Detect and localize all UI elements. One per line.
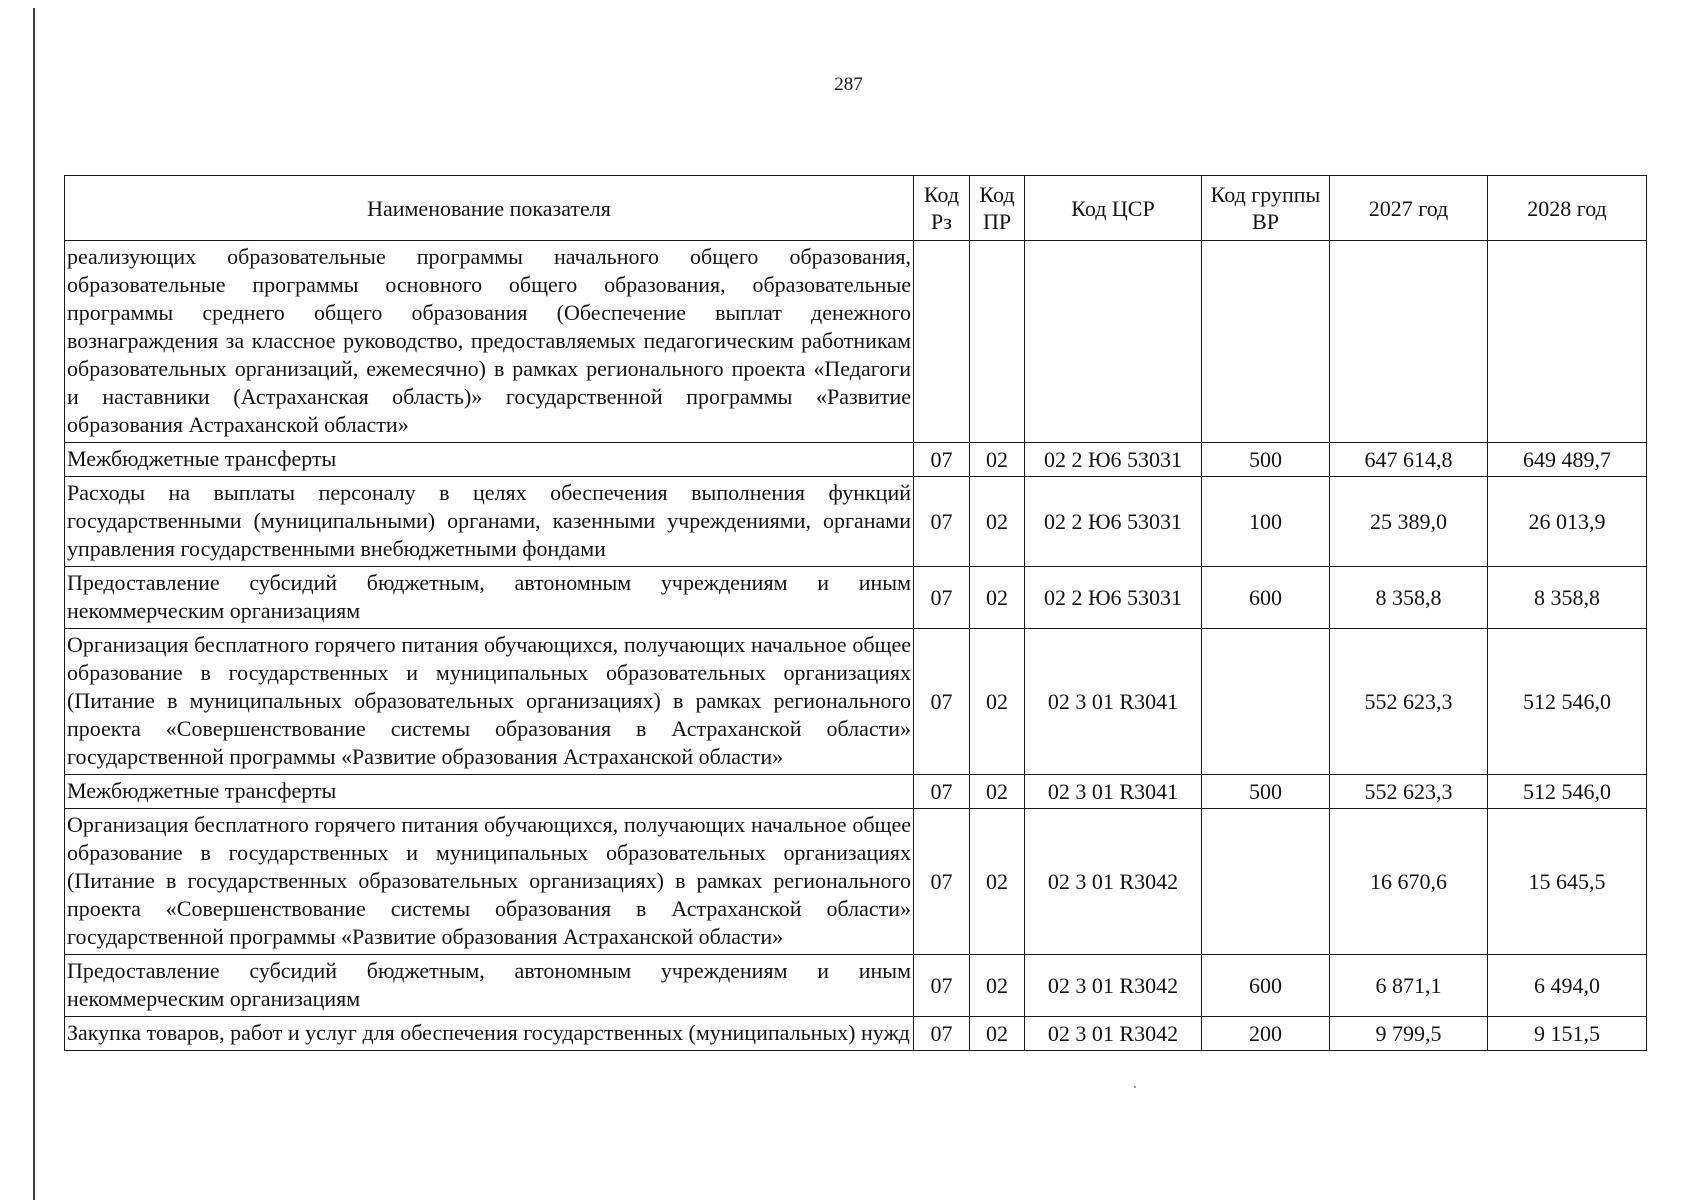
row-2028-cell: 8 358,8: [1488, 567, 1647, 629]
row-vr-cell: 500: [1202, 443, 1330, 477]
table-row: [65, 567, 1647, 629]
row-name-cell: Организация бесплатного горячего питания обучающихся, получающих начальное общее образование в государственных и муниципальных образовательных организациях (Питание в муниципальных образовательных организациях) в рамках регионального проекта «Совершенствование системы образования в Астраханской области» государственной программы «Развитие образования Астраханской области»: [65, 629, 914, 775]
row-pr-cell: 02: [970, 775, 1025, 809]
row-2028-cell: 9 151,5: [1488, 1017, 1647, 1051]
row-2027-cell: 6 871,1: [1330, 955, 1488, 1017]
row-rz-cell: 07: [914, 567, 970, 629]
row-pr-cell: [970, 241, 1025, 443]
row-csr-cell: [1025, 241, 1202, 443]
row-2027-cell: 552 623,3: [1330, 629, 1488, 775]
row-rz-cell: 07: [914, 443, 970, 477]
row-pr-cell: 02: [970, 809, 1025, 955]
row-name-cell: Предоставление субсидий бюджетным, автономным учреждениям и иным некоммерческим организациям: [65, 955, 914, 1017]
row-pr-cell: 02: [970, 477, 1025, 567]
row-pr-cell: 02: [970, 629, 1025, 775]
row-pr-cell: 02: [970, 443, 1025, 477]
row-name-cell: Организация бесплатного горячего питания обучающихся, получающих начальное общее образование в государственных и муниципальных образовательных организациях (Питание в государственных образовательных организациях) в рамках регионального проекта «Совершенствование системы образования в Астраханской области» государственной программы «Развитие образования Астраханской области»: [65, 809, 914, 955]
table-row: [65, 241, 1647, 443]
row-2028-cell: 26 013,9: [1488, 477, 1647, 567]
row-vr-cell: 500: [1202, 775, 1330, 809]
row-2028-cell: 512 546,0: [1488, 775, 1647, 809]
table-row: [65, 1017, 1647, 1051]
row-vr-cell: 600: [1202, 567, 1330, 629]
row-pr-cell: 02: [970, 955, 1025, 1017]
row-2028-cell: 649 489,7: [1488, 443, 1647, 477]
row-2027-cell: 552 623,3: [1330, 775, 1488, 809]
row-vr-cell: 200: [1202, 1017, 1330, 1051]
row-vr-cell: 100: [1202, 477, 1330, 567]
row-2027-cell: 8 358,8: [1330, 567, 1488, 629]
header-name: Наименование показателя: [65, 176, 914, 241]
row-pr-cell: 02: [970, 1017, 1025, 1051]
row-name-cell: Закупка товаров, работ и услуг для обеспечения государственных (муниципальных) нужд: [65, 1017, 914, 1051]
row-csr-cell: 02 3 01 R3041: [1025, 629, 1202, 775]
row-pr-cell: 02: [970, 567, 1025, 629]
binding-edge-line: [33, 8, 35, 1200]
table-row: [65, 775, 1647, 809]
scan-speck: [1134, 1086, 1136, 1088]
row-rz-cell: 07: [914, 955, 970, 1017]
header-2027: 2027 год: [1330, 176, 1488, 241]
row-csr-cell: 02 2 Ю6 53031: [1025, 443, 1202, 477]
row-csr-cell: 02 3 01 R3042: [1025, 955, 1202, 1017]
row-vr-cell: [1202, 629, 1330, 775]
row-2027-cell: 9 799,5: [1330, 1017, 1488, 1051]
row-rz-cell: 07: [914, 477, 970, 567]
header-pr: Код ПР: [970, 176, 1025, 241]
header-2028: 2028 год: [1488, 176, 1647, 241]
table-row: [65, 809, 1647, 955]
row-2027-cell: 16 670,6: [1330, 809, 1488, 955]
table-row: [65, 443, 1647, 477]
row-rz-cell: 07: [914, 1017, 970, 1051]
row-2028-cell: 512 546,0: [1488, 629, 1647, 775]
row-csr-cell: 02 2 Ю6 53031: [1025, 477, 1202, 567]
row-vr-cell: [1202, 241, 1330, 443]
row-csr-cell: 02 3 01 R3041: [1025, 775, 1202, 809]
row-2027-cell: 647 614,8: [1330, 443, 1488, 477]
row-csr-cell: 02 3 01 R3042: [1025, 1017, 1202, 1051]
budget-table: [64, 175, 1647, 1051]
row-name-cell: реализующих образовательные программы начального общего образования, образовательные программы основного общего образования, образовательные программы среднего общего образования (Обеспечение выплат денежного вознаграждения за классное руководство, предоставляемых педагогическим работникам образовательных организаций, ежемесячно) в рамках регионального проекта «Педагоги и наставники (Астраханская область)» государственной программы «Развитие образования Астраханской области»: [65, 241, 914, 443]
row-rz-cell: 07: [914, 809, 970, 955]
row-rz-cell: 07: [914, 775, 970, 809]
row-csr-cell: 02 3 01 R3042: [1025, 809, 1202, 955]
table-header-row: [65, 176, 1647, 241]
row-name-cell: Межбюджетные трансферты: [65, 443, 914, 477]
header-vr: Код группы ВР: [1202, 176, 1330, 241]
row-2028-cell: 6 494,0: [1488, 955, 1647, 1017]
row-2027-cell: [1330, 241, 1488, 443]
table-row: [65, 955, 1647, 1017]
row-name-cell: Межбюджетные трансферты: [65, 775, 914, 809]
row-2028-cell: 15 645,5: [1488, 809, 1647, 955]
row-vr-cell: [1202, 809, 1330, 955]
row-2027-cell: 25 389,0: [1330, 477, 1488, 567]
table-row: [65, 629, 1647, 775]
table-row: [65, 477, 1647, 567]
page-number: 287: [834, 74, 863, 95]
row-vr-cell: 600: [1202, 955, 1330, 1017]
row-name-cell: Предоставление субсидий бюджетным, автономным учреждениям и иным некоммерческим организациям: [65, 567, 914, 629]
header-rz: Код Рз: [914, 176, 970, 241]
row-rz-cell: 07: [914, 629, 970, 775]
row-2028-cell: [1488, 241, 1647, 443]
row-rz-cell: [914, 241, 970, 443]
header-csr: Код ЦСР: [1025, 176, 1202, 241]
row-csr-cell: 02 2 Ю6 53031: [1025, 567, 1202, 629]
row-name-cell: Расходы на выплаты персоналу в целях обеспечения выполнения функций государственными (муниципальными) органами, казенными учреждениями, органами управления государственными внебюджетными фондами: [65, 477, 914, 567]
